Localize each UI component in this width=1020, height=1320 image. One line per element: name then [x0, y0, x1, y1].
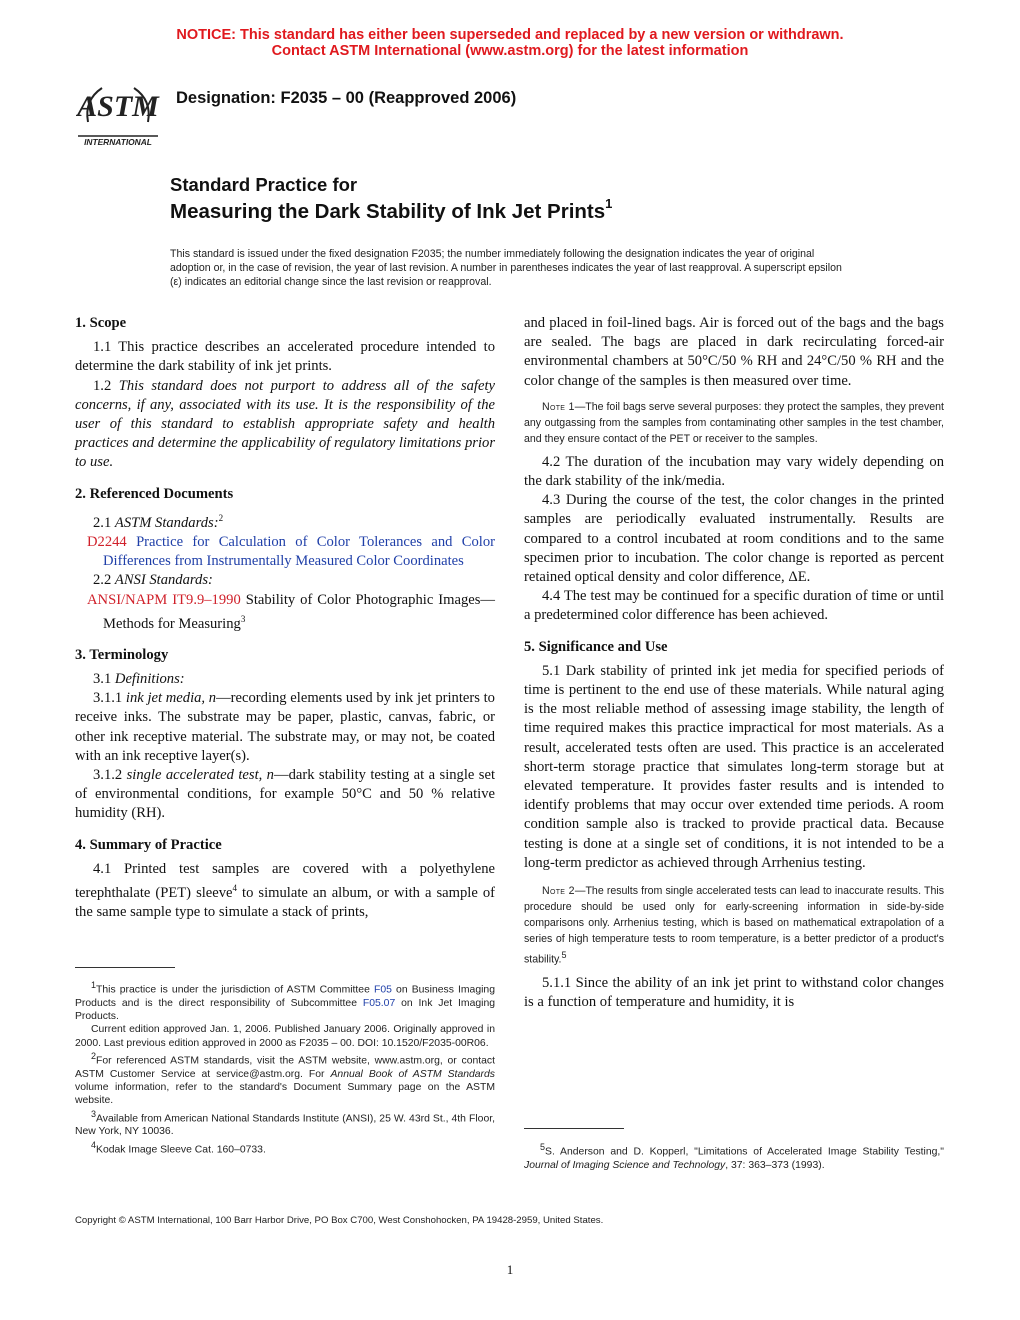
- term-3-1-2: [75, 766, 495, 824]
- designation: Designation: F2035 – 00 (Reapproved 2006): [176, 89, 517, 107]
- note-2-text: —The results from single accelerated tests can lead to inaccurate results. This procedure should be used only for early-screening information in side-by-side comparisons only. Arrhenius testing, which is based on mathematical extrapolation of a series of high temperature tests to room temperature, is a better predictor of a product's stability.: [524, 885, 944, 966]
- footnotes-right: [524, 1141, 944, 1172]
- term-3-1: [75, 670, 495, 689]
- astm-logo-mark: ASTM: [77, 90, 159, 123]
- scope-1-2: [75, 377, 495, 473]
- summary-4-1-continued: and placed in foil-lined bags. Air is forced out of the bags and the bags are sealed. The bags are placed in dark recirculating forced-air environmental chambers at 50°C/50 % RH and 24°C/50 % RH and the color change of the samples is then measured over time.: [524, 315, 944, 389]
- footnote-3: [75, 1108, 495, 1139]
- footnote-4-text: Kodak Image Sleeve Cat. 160–0733.: [96, 1144, 266, 1156]
- ref-ansi: [75, 591, 495, 634]
- withdrawal-notice-line2: Contact ASTM International (www.astm.org) for the latest information: [271, 43, 749, 59]
- refs-2-2: [75, 571, 495, 590]
- footnote-1-b: on Business Imaging Products and is the direct responsibility of Subcommittee: [75, 984, 495, 1009]
- footnote-5-mark: 5: [540, 1142, 546, 1152]
- title-line1: Standard Practice for: [170, 174, 358, 195]
- term-3-1-1-text: —recording elements used by ink jet printers to receive inks. The substrate may be paper, plastic, canvas, fabric, or other ink receptive material. The substrate may, or may not, be coated with an ink receptive layer(s).: [75, 690, 495, 764]
- refs-2-1-sup: 2: [218, 512, 224, 523]
- footnote-1: [75, 979, 495, 1023]
- footnote-3-mark: 3: [91, 1108, 97, 1119]
- footnote-2-italic: Annual Book of ASTM Standards: [330, 1068, 495, 1080]
- title-line2: [170, 198, 612, 224]
- footnote-4: [75, 1139, 495, 1157]
- summary-4-2: 4.2 The duration of the incubation may vary widely depending on the dark stability of the ink/media.: [524, 453, 944, 490]
- summary-4-1: [75, 860, 495, 922]
- section-heading-terminology: 3. Terminology: [75, 646, 169, 663]
- footnote-5-b: , 37: 363–373 (1993).: [725, 1159, 825, 1171]
- section-heading-referenced-documents: 2. Referenced Documents: [75, 485, 234, 502]
- left-column: [75, 314, 495, 922]
- astm-logo: [76, 78, 160, 148]
- right-column: [524, 314, 944, 1012]
- ref-ansi-title: Stability of Color Photographic Images—Methods for Measuring: [103, 591, 495, 632]
- note-2: [524, 883, 944, 968]
- summary-4-3: 4.3 During the course of the test, the color changes in the printed samples are periodically evaluated instrumentally. Results are compared to a control incubated at room conditions and to the same specimen prior to incubation. The color change is reported as percent retained optical density and color difference, ΔE.: [524, 492, 944, 586]
- footnotes-left: [75, 979, 495, 1156]
- footnote-1-committee-link[interactable]: F05: [374, 984, 392, 996]
- footnote-rule-left: [75, 967, 175, 968]
- note-1-label: Note 1: [542, 400, 575, 413]
- footnote-5-a: S. Anderson and D. Kopperl, "Limitations of Accelerated Image Stability Testing,": [545, 1146, 944, 1158]
- page-number: 1: [506, 1262, 514, 1277]
- scope-1-2-text: This standard does not purport to address all of the safety concerns, if any, associated with its use. It is the responsibility of the user of this standard to establish appropriate safety and health practices and determine the applicability of regulatory limitations prior to use.: [75, 377, 495, 471]
- footnote-3-text: Available from American National Standards Institute (ANSI), 25 W. 43rd St., 4th Floor, New York, NY 10036.: [75, 1113, 495, 1138]
- footnote-5: [524, 1141, 944, 1172]
- term-3-1-1-num: 3.1.1: [93, 690, 123, 707]
- summary-4-1-b: to simulate an album, or with a sample of the same sample type to simulate a stack of prints,: [75, 884, 496, 921]
- scope-1-2-num: 1.2: [93, 377, 112, 394]
- title-footnote-mark: 1: [605, 196, 613, 211]
- refs-2-1-num: 2.1: [93, 514, 112, 531]
- summary-4-4: 4.4 The test may be continued for a specific duration of time or until a predetermined color difference has been achieved.: [524, 588, 944, 624]
- footnote-rule-right: [524, 1128, 624, 1129]
- ref-d2244-title-link[interactable]: Practice for Calculation of Color Tolerances and Color Differences from Instrumentally Measured Color Coordinates: [103, 533, 495, 570]
- withdrawal-notice-line1: NOTICE: This standard has either been superseded and replaced by a new version or withdrawn.: [176, 27, 844, 43]
- ref-d2244-code-link[interactable]: D2244: [87, 533, 127, 550]
- term-3-1-1: [75, 689, 495, 766]
- section-heading-significance: 5. Significance and Use: [524, 638, 668, 655]
- summary-4-1-a: 4.1 Printed test samples are covered with a polyethylene terephthalate (PET) sleeve: [75, 860, 495, 901]
- refs-2-2-num: 2.2: [93, 572, 112, 589]
- footnote-2-b: volume information, refer to the standard's Document Summary page on the ASTM website.: [75, 1082, 495, 1107]
- significance-5-1-1: 5.1.1 Since the ability of an ink jet print to withstand color changes is a function of temperature and humidity, it is: [524, 974, 944, 1010]
- astm-logo-word: INTERNATIONAL: [84, 137, 152, 147]
- footnote-4-mark: 4: [91, 1139, 97, 1150]
- significance-5-1: 5.1 Dark stability of printed ink jet media for specified periods of time is pertinent to the end use of these materials. While natural aging is the most reliable method of assessing image stability, the length of time required makes this practice impractical for most materials. As a result, accelerated tests often are used. This practice is an accelerated short-term storage practice that simulates long-term storage but at elevated temperature. It provides faster results and is intended to identify problems that may occur over extended time periods. A room condition sample also is tracked to provide practical data. Because testing is done at a single set of conditions, it is not intended to be a long-term predictor as achieved through Arrhenius testing.: [524, 662, 944, 871]
- note-1: [524, 399, 944, 447]
- footnote-5-journal: Journal of Imaging Science and Technology: [524, 1159, 726, 1171]
- term-3-1-2-term: single accelerated test, n: [126, 766, 274, 783]
- refs-2-1-label: ASTM Standards:: [114, 514, 219, 531]
- copyright-line: Copyright © ASTM International, 100 Barr Harbor Drive, PO Box C700, West Conshohocken, PA 19428-2959, United States.: [75, 1215, 604, 1226]
- note-1-text: —The foil bags serve several purposes: they protect the samples, they prevent any outgassing from the samples from contaminating other samples in the test chamber, and they ensure contact of the PET or receiver to the samples.: [524, 400, 944, 445]
- term-3-1-label: Definitions:: [114, 670, 185, 687]
- footnote-1-mark: 1: [91, 980, 97, 990]
- note-2-sup: 5: [561, 950, 567, 961]
- footnote-2-mark: 2: [91, 1050, 97, 1061]
- ref-ansi-sup: 3: [240, 613, 246, 624]
- footnote-1-subcommittee-link[interactable]: F05.07: [362, 997, 396, 1009]
- term-3-1-2-text: —dark stability testing at a single set of environmental conditions, for example 50°C and 50 % relative humidity (RH).: [75, 766, 495, 822]
- term-3-1-num: 3.1: [93, 670, 112, 687]
- section-heading-scope: 1. Scope: [75, 315, 127, 331]
- ref-d2244: [75, 533, 495, 571]
- refs-2-1: [75, 509, 495, 533]
- note-2-label: Note 2: [542, 885, 575, 898]
- ref-ansi-code-link[interactable]: ANSI/NAPM IT9.9–1990: [87, 591, 241, 608]
- footnote-1-a: This practice is under the jurisdiction of ASTM Committee: [96, 984, 374, 996]
- term-3-1-1-term: ink jet media, n: [125, 690, 217, 707]
- footnote-2: [75, 1050, 495, 1108]
- refs-2-2-label: ANSI Standards:: [114, 572, 213, 589]
- scope-1-1: 1.1 This practice describes an accelerated procedure intended to determine the dark stability of ink jet prints.: [75, 339, 495, 375]
- intro-paragraph: This standard is issued under the fixed designation F2035; the number immediately following the designation indicates the year of original adoption or, in the case of revision, the year of last revision. A number in parentheses indicates the year of last reapproval. A superscript epsilon (ε) indicates an editorial change since the last revision or reapproval.: [170, 248, 842, 288]
- footnote-1-c: on Ink Jet Imaging Products.: [75, 997, 495, 1023]
- footnote-1-edition: Current edition approved Jan. 1, 2006. Published January 2006. Originally approved in 2000. Last previous edition approved in 2000 as F2035 – 00. DOI: 10.1520/F2035-00R06.: [75, 1024, 495, 1049]
- term-3-1-2-num: 3.1.2: [93, 766, 123, 783]
- section-heading-summary: 4. Summary of Practice: [75, 836, 222, 853]
- footnote-2-a: For referenced ASTM standards, visit the ASTM website, www.astm.org, or contact ASTM Customer Service at service@astm.org. For: [75, 1055, 495, 1080]
- title-main: Measuring the Dark Stability of Ink Jet Prints: [170, 199, 606, 223]
- summary-4-1-sup: 4: [232, 883, 238, 893]
